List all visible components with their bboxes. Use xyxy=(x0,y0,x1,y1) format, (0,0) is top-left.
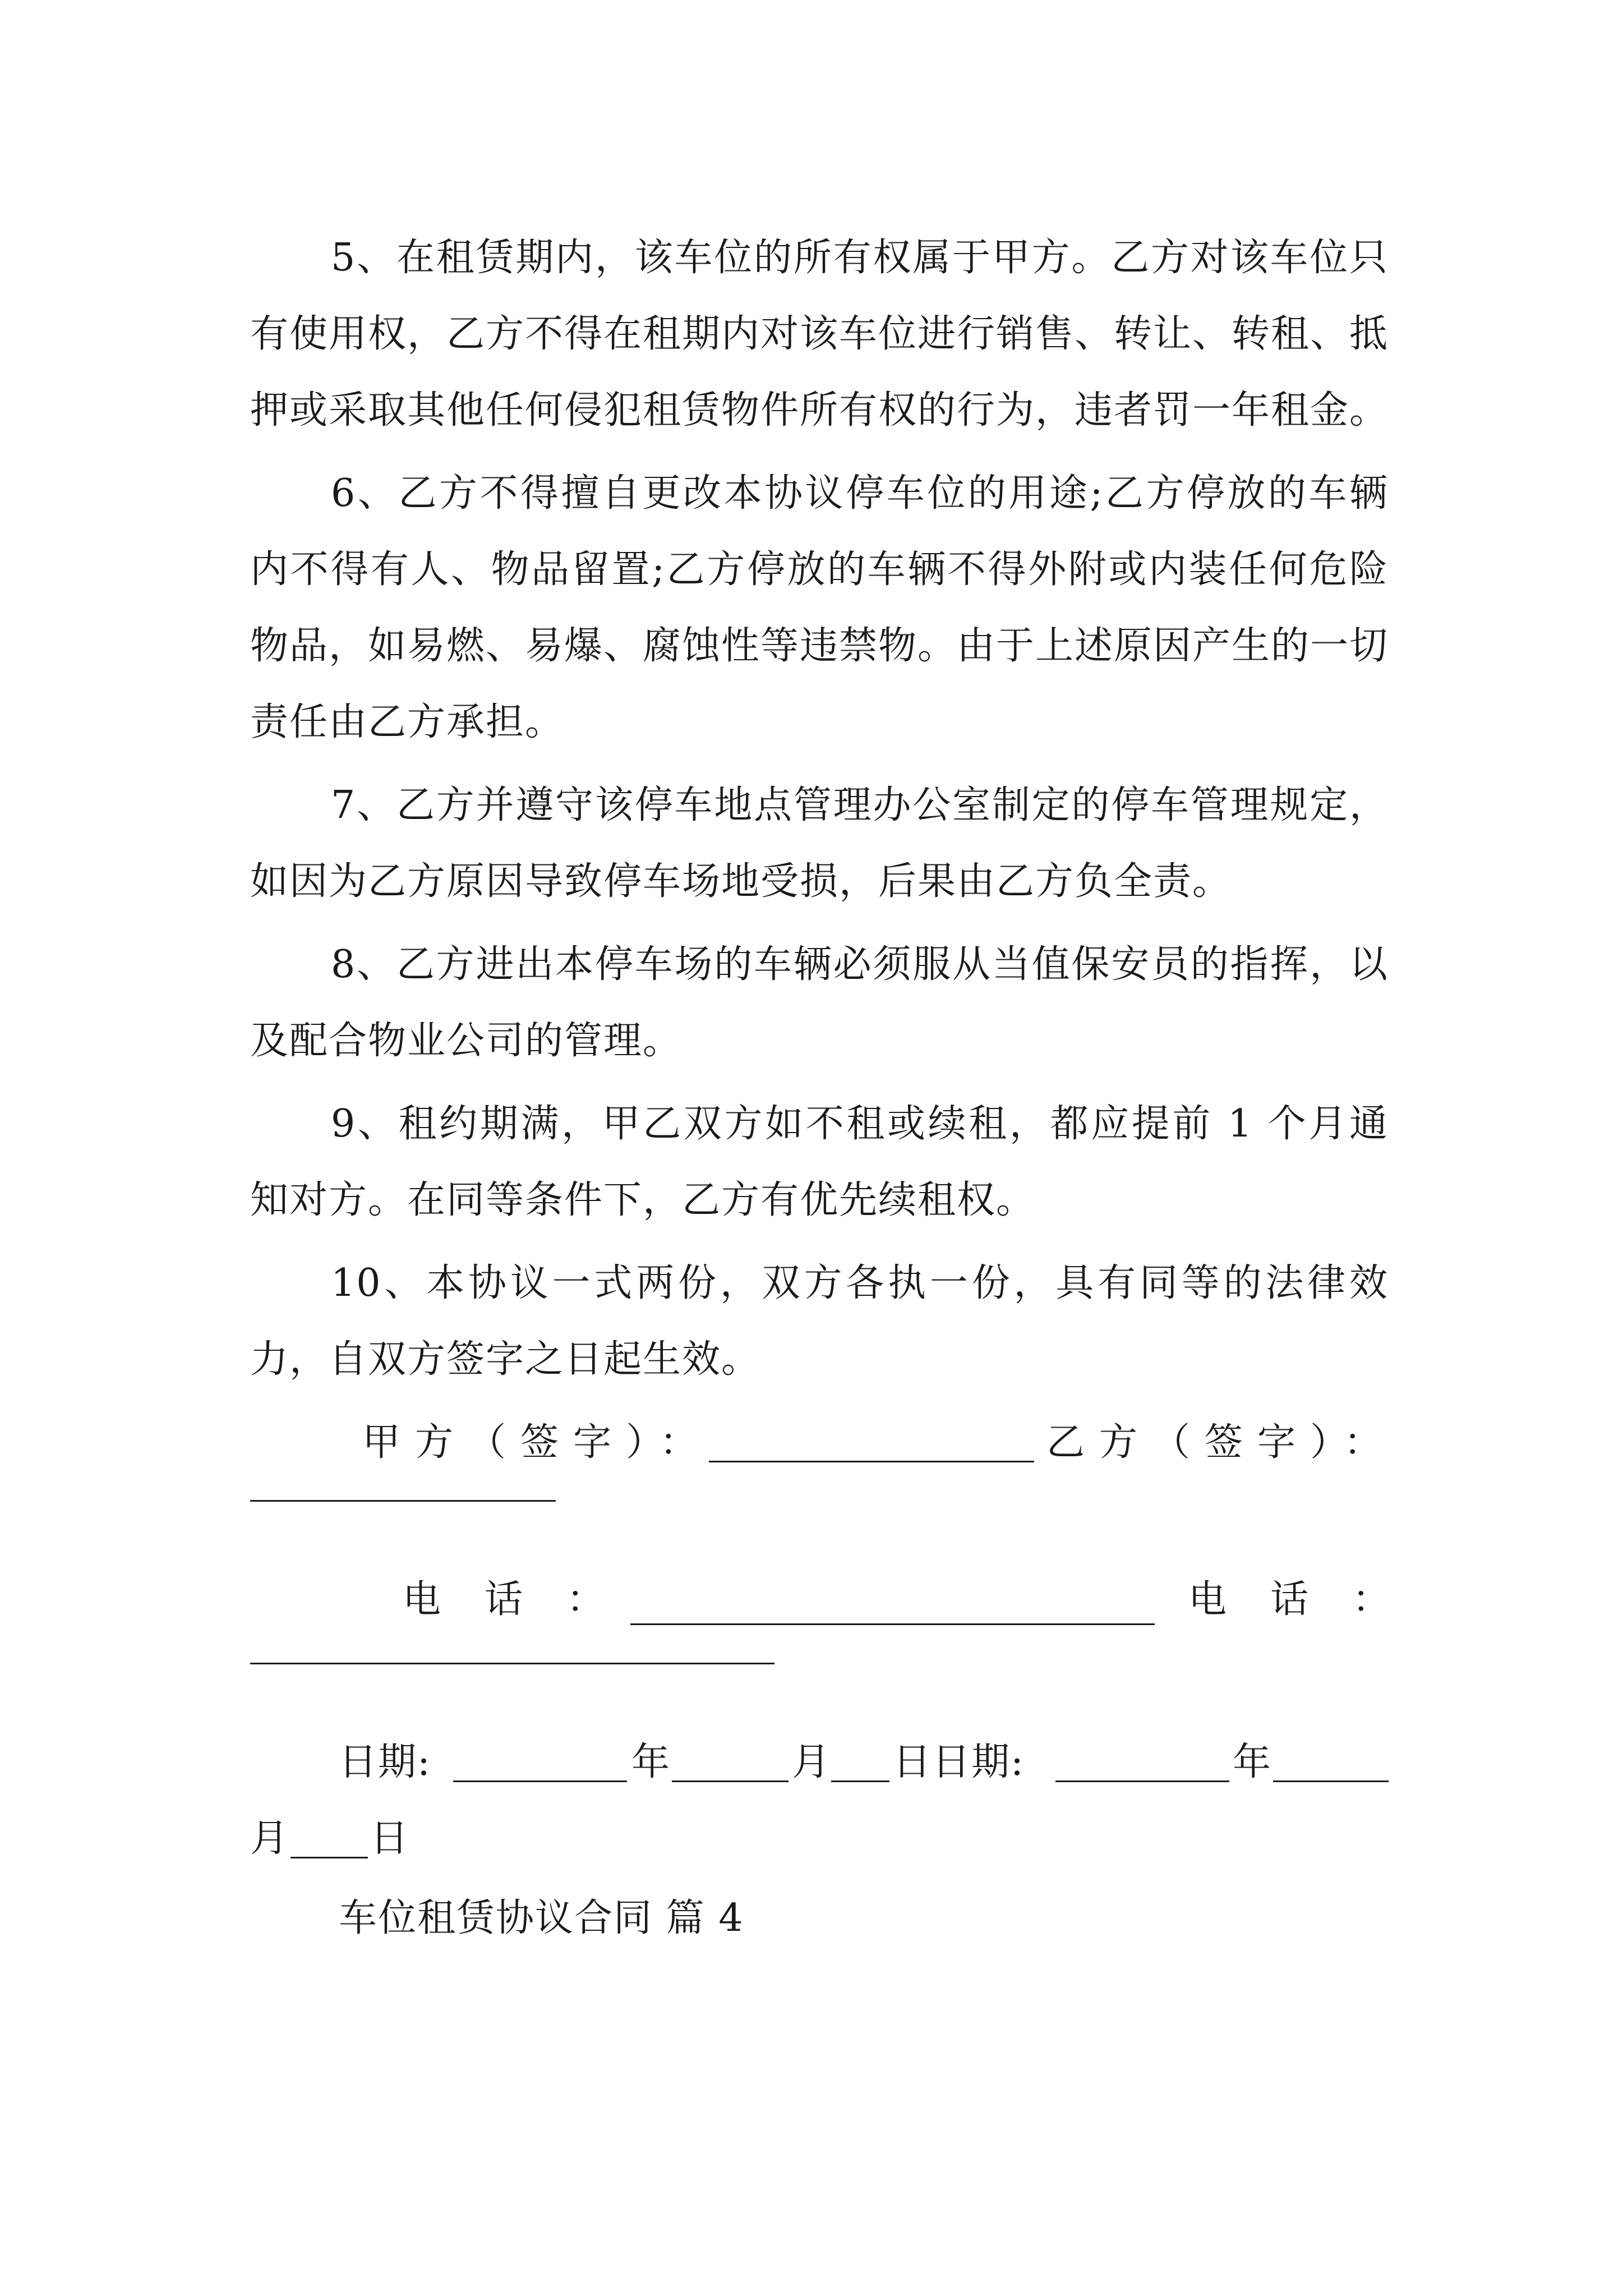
party-a-phone-label: 电话： xyxy=(403,1577,649,1622)
party-a-day-label: 日 xyxy=(893,1740,933,1784)
clause-7: 7、乙方并遵守该停车地点管理办公室制定的停车管理规定，如因为乙方原因导致停车场地受损，后果由乙方负全责。 xyxy=(250,783,1389,904)
party-b-signature-line-row xyxy=(250,1483,1389,1562)
phone-row xyxy=(250,1562,1435,1640)
party-a-year-blank xyxy=(453,1780,627,1782)
party-a-date-label: 日期: xyxy=(339,1740,431,1784)
party-a-month-label: 月 xyxy=(792,1740,832,1784)
party-b-month-label: 月 xyxy=(250,1816,290,1861)
party-a-signature-label: 甲方（签字）： xyxy=(362,1420,713,1465)
date-row xyxy=(250,1724,1389,1801)
party-b-month-blank-start xyxy=(1273,1780,1389,1782)
signature-row xyxy=(250,1405,1397,1483)
document-body xyxy=(250,220,1435,1957)
clause-8: 8、乙方进出本停车场的车辆必须服从当值保安员的指挥，以及配合物业公司的管理。 xyxy=(250,942,1389,1063)
party-a-day-blank xyxy=(831,1780,889,1782)
clause-9: 9、租约期满，甲乙双方如不租或续租，都应提前 1 个月通知对方。在同等条件下，乙方有优先续租权。 xyxy=(250,1102,1389,1222)
party-b-phone-label: 电话： xyxy=(1188,1577,1435,1622)
next-section-title: 车位租赁协议合同 篇 4 xyxy=(339,1896,744,1940)
party-b-signature-blank xyxy=(250,1500,556,1502)
clause-5: 5、在租赁期内，该车位的所有权属于甲方。乙方对该车位只有使用权，乙方不得在租期内对该车位进行销售、转让、转租、抵押或采取其他任何侵犯租赁物件所有权的行为，违者罚一年租金。 xyxy=(250,236,1389,432)
party-b-date-label: 日期: xyxy=(932,1740,1025,1784)
clause-10: 10、本协议一式两份，双方各执一份，具有同等的法律效力，自双方签字之日起生效。 xyxy=(250,1261,1389,1382)
party-a-signature-blank xyxy=(709,1461,1034,1462)
party-b-phone-blank xyxy=(250,1663,774,1664)
clause-6: 6、乙方不得擅自更改本协议停车位的用途;乙方停放的车辆内不得有人、物品留置;乙方停放的车辆不得外附或内装任何危险物品，如易燃、易爆、腐蚀性等违禁物。由于上述原因产生的一切责任由乙方承担。 xyxy=(250,471,1389,744)
party-a-phone-blank xyxy=(630,1623,1155,1625)
party-b-signature-label: 乙方（签字）： xyxy=(1046,1420,1397,1465)
party-b-day-blank xyxy=(291,1857,368,1858)
date-row-continued xyxy=(250,1801,1389,1877)
party-a-month-blank xyxy=(672,1780,789,1782)
party-b-day-label: 日 xyxy=(370,1816,410,1861)
next-section-row xyxy=(250,1880,1389,1957)
party-b-year-blank xyxy=(1055,1780,1229,1782)
party-b-phone-line-row xyxy=(250,1640,1389,1724)
party-b-year-label: 年 xyxy=(1233,1740,1272,1784)
party-a-year-label: 年 xyxy=(631,1740,671,1784)
